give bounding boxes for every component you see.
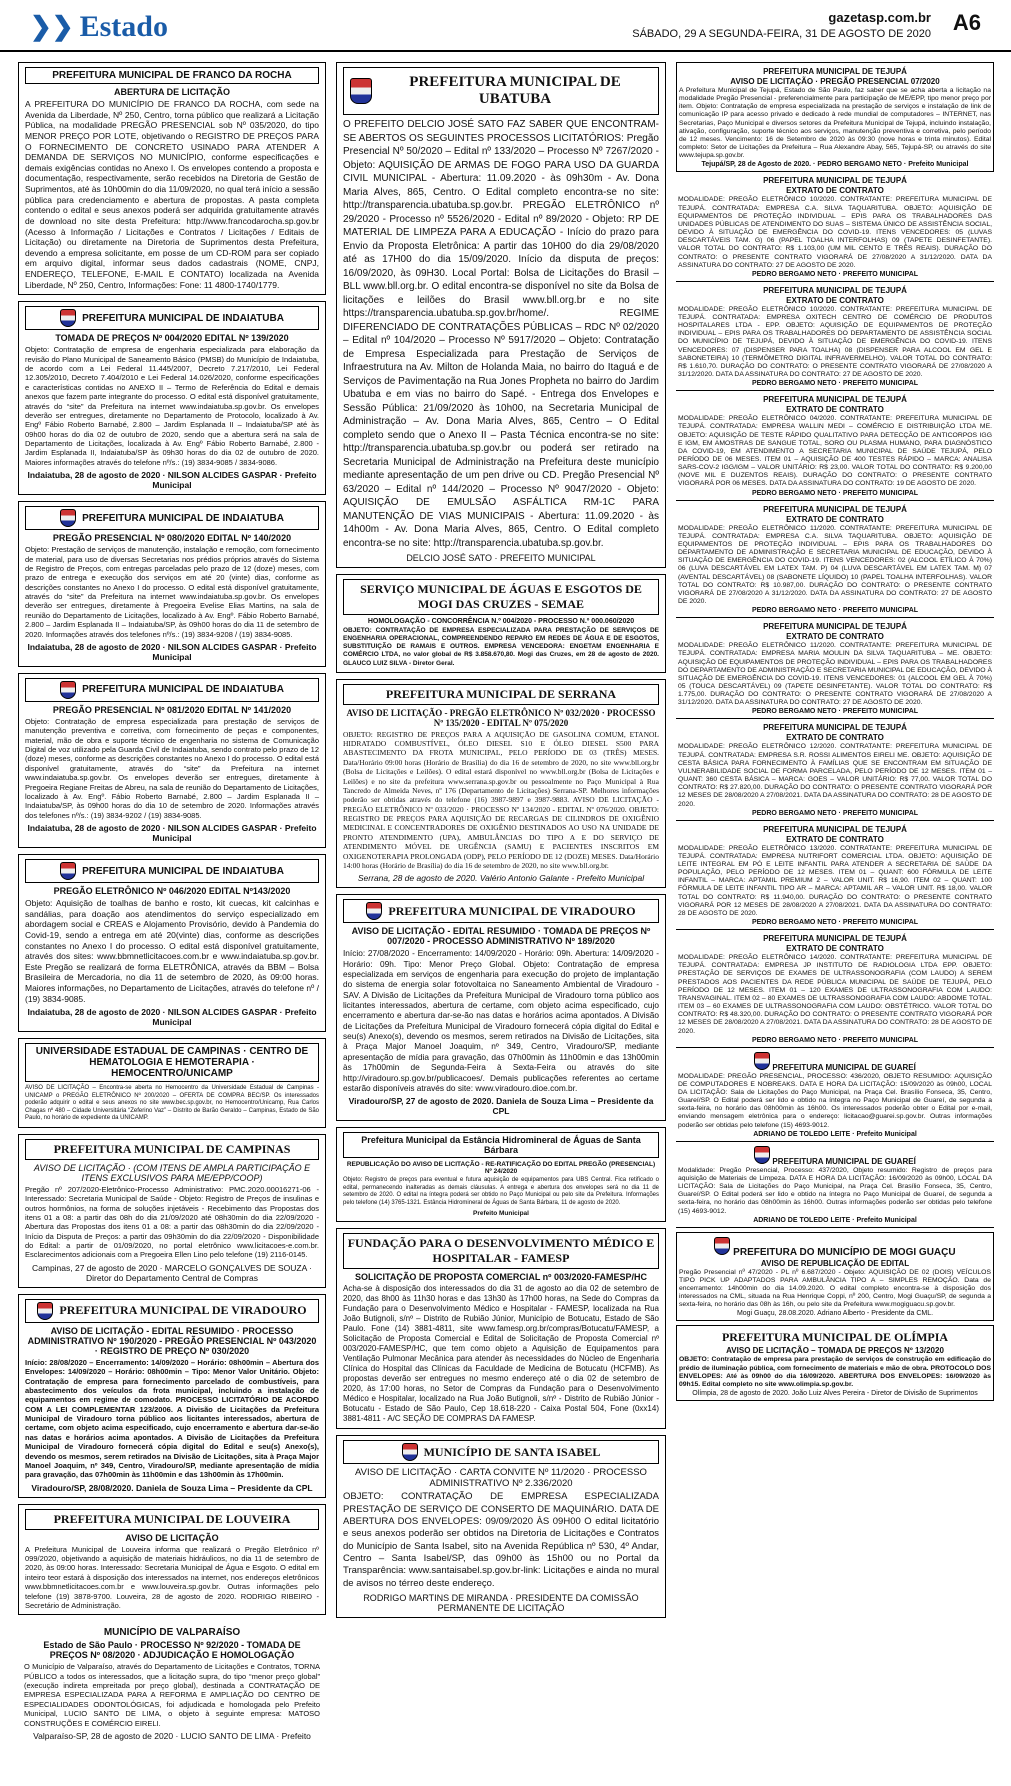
notice-title: PREFEITURA MUNICIPAL DE INDAIATUBA bbox=[82, 512, 284, 524]
notice-subtitle: AVISO DE LICITAÇÃO - EDITAL RESUMIDO · PROCESSO ADMINISTRATIVO Nº 190/2020 - PREGÃO PRESENCIAL Nº 043/2020 · REGISTRO DE PREÇO Nº 030/2020 bbox=[27, 1325, 317, 1356]
notice-title: PREFEITURA MUNICIPAL DE TEJUPÁ bbox=[763, 67, 907, 76]
notice-title: PREFEITURA MUNICIPAL DE TEJUPÁ bbox=[763, 723, 907, 733]
notice-title: PREFEITURA MUNICIPAL DE INDAIATUBA bbox=[82, 312, 284, 324]
notice-title: PREFEITURA MUNICIPAL DE TEJUPÁ bbox=[763, 824, 907, 834]
notice-subtitle: EXTRATO DE CONTRATO bbox=[786, 944, 884, 954]
notice-body: MODALIDADE: PREGÃO ELETRÔNICO 11/2020. CONTRATANTE: PREFEITURA MUNICIPAL DE TEJUPÁ. CONTRATADA: EMPRESA C.A. SILVA TAQUARITUBA. OBJETO: AQUISIÇÃO DE EQUIPAMENTOS DE PROTEÇÃO INDIVIDUAL – EPIS PARA OS TRABALHADORES DO DEPARTAMENTO DE ADMINISTRAÇÃO E SECRETARIA MUNICIPAL DE EDUCAÇÃO, DEVIDO À SITUAÇÃO DE EMERGÊNCIA DO COVID-19. ITENS VENCEDORES: 02 (ALCOOL ETÍLICO À 70%) 06 (LUVA DESCARTÁVEL EM LATEX TAM. P) 04 (LUVA DESCARTÁVEL EM LATEX TAM. M) 07 (AVENTAL DESCARTÁVEL) 08 (SABONETE LÍQUIDO) 10 (PAPEL TOALHA INTERFOLHAS). VALOR TOTAL DO CONTRATO: R$ 10.987,00. DURAÇÃO DO CONTRATO: O PRESENTE CONTRATO VIGORARÁ DE 27/08/2020 A 31/12/2020. DATA DA ASSINATURA DO CONTRATO: 27 DE AGOSTO DE 2020. bbox=[678, 524, 992, 606]
notice-signature: Prefeito Municipal bbox=[473, 1210, 529, 1218]
notice-title: PREFEITURA MUNICIPAL DE TEJUPÁ bbox=[763, 622, 907, 632]
notice-subtitle: ABERTURA DE LICITAÇÃO bbox=[114, 87, 230, 97]
notice-body: Início: 27/08/2020 - Encerramento: 14/09/2020 - Horário: 09h. Abertura: 14/09/2020 - Horário: 09h. Tipo: Menor Preço Global. Objeto: Contratação de empresa especializada em serviços de engenharia para execução do projeto de implantação do sistema de energia solar fotovoltaica no Saneamento Ambiental de Viradouro - SAV. A Divisão de Licitações da Prefeitura Municipal de Viradouro torna público aos licitantes interessados, abertura de certame, com objeto acima especificado, cujo encerramento e abertura dar-se-ão nas datas e horários acima apontados. A Divisão de Licitações da Prefeitura Municipal de Viradouro fornecerá cópia digital do Edital e seu(s) Anexo(s), devendo os mesmos, serem retirados na Divisão de Licitações, sita à Praça Major Manoel Joaquim, nº 349, Centro, Viradouro/SP, mediante apresentação de mídia para gravação, das 07h00min às 11h00min e das 13h00min às 17h00min de Segunda-Feira à Sexta-Feira ou através do site http://viradouro.sp.gov.br/publicacoes/. Demais publicações referentes ao certame estarão disponíveis através do site: www.viradouro.dioe.com.br. bbox=[343, 948, 659, 1093]
notice-subtitle: AVISO DE REPUBLICAÇÃO DE EDITAL bbox=[760, 1258, 910, 1268]
notice-signature: Indaiatuba, 28 de agosto de 2020 · NILSON ALCIDES GASPAR · Prefeito Municipal bbox=[27, 823, 317, 843]
notice-signature: Indaiatuba, 28 de agosto de 2020 · NILSON ALCIDES GASPAR · Prefeito Municipal bbox=[27, 1007, 317, 1028]
notice-title: PREFEITURA MUNICIPAL DE INDAIATUBA bbox=[82, 865, 284, 877]
notice-header bbox=[678, 1052, 992, 1072]
notice-title: MUNICÍPIO DE VALPARAÍSO bbox=[103, 1627, 241, 1639]
page-number: A6 bbox=[952, 10, 981, 35]
notice-header bbox=[25, 678, 319, 702]
coat-of-arms-icon bbox=[37, 1302, 53, 1320]
notice-header bbox=[25, 1299, 319, 1323]
notice-title: PREFEITURA MUNICIPAL DE TEJUPÁ bbox=[763, 285, 907, 295]
notice-famesp bbox=[336, 1228, 666, 1429]
notice-body: Início: 28/08/2020 – Encerramento: 14/09/2020 – Horário: 08h00min – Abertura dos Envelopes: 14/09/2020 – Horário: 08h00min – Tipo: Menor Valor Unitário. Objeto: Contratação de empresa para fornecimento parcelado de combustíveis, para abastecimento dos veículos da frota municipal, incluindo a instalação de equipamentos em regime de comodato. PROCESSO LICITATÓRIO DE ACORDO COM A LEI COMPLEMENTAR 123/2006. A Divisão de Licitações da Prefeitura Municipal de Viradouro torna público aos licitantes interessados, abertura de certame, com objeto acima especificado, cujo encerramento e abertura dar-se-ão nas datas e horários acima apontados. A Divisão de Licitações da Prefeitura Municipal de Viradouro fornecerá cópia digital do Edital e seu(s) Anexo(s), devendo os mesmos, serem retirados na Divisão de Licitações, sita à Praça Major Manoel Joaquim, nº 349, Centro, Viradouro/SP, mediante apresentação de mídia para gravação, das 07h00min às 11h00min e das 13h00min às 17h00min. bbox=[25, 1357, 319, 1480]
notice-title: Prefeitura Municipal da Estância Hidromineral de Águas de Santa Bárbara bbox=[343, 1132, 659, 1158]
notice-body: Objeto: Prestação de serviços de manutenção, instalação e remoção, com fornecimento de material, para uso de diversas Secretarias nos prédios próprios através do Sistema de Registro de Preços, com entregas parceladas pelo prazo de 12 (doze) meses, com prazo de entrega e execução dos serviços em até 20 (vinte) dias, conforme as descrições constantes no Anexo I do processo. O edital está disponível gratuitamente, através do “site” da Prefeitura na internet www.indaiatuba.sp.gov.br. Os envelopes deverão ser entregues, diretamente à Pregoeira Evelise Elias Martins, na sala de reunião do Departamento de Licitações, localizado à Av. Engº. Fábio Roberto Barnabé, 2.800 – Jardim Esplanada II – Indaiatuba/SP, às 09h00 horas do dia 11 de setembro de 2020. Informações através dos telefones nº/s.: (19) 3834-9208 / (19) 3834-9085. bbox=[25, 545, 319, 639]
notice-subtitle: AVISO DE LICITAÇÃO bbox=[125, 1532, 219, 1543]
notice-body: MODALIDADE: PREGÃO ELETRÔNICO 11/2020. CONTRATANTE: PREFEITURA MUNICIPAL DE TEJUPÁ. CONTRATADA: EMPRESA MARIA MOULIN DA SILVA TAQUARITUBA – ME. OBJETO: AQUISIÇÃO DE EQUIPAMENTOS DE PROTEÇÃO INDIVIDUAL – EPIS PARA OS TRABALHADORES DO DEPARTAMENTO DE ADMINISTRAÇÃO E SECRETARIA MUNICIPAL DE EDUCAÇÃO, DEVIDO À SITUAÇÃO DE EMERGÊNCIA DO COVID-19. ITENS VENCEDORES: 01 (ALCOOL EM GEL À 70%) 05 (TOUCA DESCARTÁVEL) 09 (TAPETE DESINFETANTE). VALOR TOTAL DO CONTRATO: R$ 1.775,00. DURAÇÃO DO CONTRATO: O PRESENTE CONTRATO VIGORARÁ DE 27/08/2020 A 31/12/2020. DATA DA ASSINATURA DO CONTRATO: 27 DE AGOSTO DE 2020. bbox=[678, 642, 992, 707]
chevron-logo-icon: ❯❯ bbox=[30, 12, 74, 41]
contract-extract bbox=[676, 719, 994, 820]
notice-aguas-santa-barbara bbox=[336, 1127, 666, 1222]
notice-body: MODALIDADE: PREGÃO PRESENCIAL, PROCESSO: 436/2020, OBJETO RESUMIDO: AQUISIÇÃO DE COMPUTADORES E NOBREAKS. DATA E HORA DA LICITAÇÃO: 15/09/2020 às 09h00, LOCAL DA LICITAÇÃO: Sala de Licitações do Paço Municipal, na Praça Cel. Brasílio Fonseca, 35, Centro, Guareí/SP. O Edital poderá ser lido e obtido na íntegra no Paço Municipal de Guareí, de segunda a sexta-feira, no horário das 08h00min às 16h00. Os interessados poderão obter o Edital por e-mail, enviando mensagem eletrônica para o endereço: licitacao@guarei.sp.gov.br. Outras informações poderão ser obtidas pelo telefone (15) 4693-9012. bbox=[678, 1072, 992, 1129]
coat-of-arms-icon bbox=[402, 1443, 418, 1461]
notice-ubatuba bbox=[336, 62, 666, 568]
notice-subtitle: TOMADA DE PREÇOS Nº 004/2020 EDITAL Nº 139/2020 bbox=[55, 333, 289, 344]
notice-subtitle: Estado de São Paulo · PROCESSO Nº 92/2020 - TOMADA DE PREÇOS Nº 08/2020 · ADJUDICAÇÃO E HOMOLOGAÇÃO bbox=[43, 1640, 301, 1661]
contract-extract bbox=[676, 821, 994, 930]
notice-title: PREFEITURA MUNICIPAL DE VIRADOURO bbox=[388, 903, 636, 918]
notice-title: PREFEITURA MUNICIPAL DE SERRANA bbox=[343, 684, 659, 705]
notice-signature: Valparaíso-SP, 28 de agosto de 2020 · LUCIO SANTO DE LIMA · Prefeito bbox=[33, 1730, 311, 1741]
notice-title: PREFEITURA MUNICIPAL DE VIRADOURO bbox=[59, 1303, 307, 1318]
notice-title: PREFEITURA MUNICIPAL DE TEJUPÁ bbox=[763, 504, 907, 514]
notice-title: PREFEITURA MUNICIPAL DE TEJUPÁ bbox=[763, 934, 907, 944]
contract-extract bbox=[676, 930, 994, 1048]
notice-title: PREFEITURA MUNICIPAL DE INDAIATUBA bbox=[82, 684, 284, 696]
notice-semae bbox=[336, 574, 666, 673]
dateline: SÁBADO, 29 A SEGUNDA-FEIRA, 31 DE AGOSTO DE 2020 bbox=[632, 28, 931, 40]
notice-title: PREFEITURA MUNICIPAL DE CAMPINAS bbox=[25, 1139, 319, 1160]
notice-body: Objeto: Registro de preços para eventual e futura aquisição de equipamentos para UBS Central. Fica retificado o edital, permanecendo inalteradas as demais cláusulas. A entrega e abertura dos envelopes será no dia 11 de setembro de 2020. O edital na íntegra poderá ser obtido no Paço Municipal ou pelo site da Prefeitura. Informações pelo telefone (14) 3765-1321. Estância Hidromineral de Águas de Santa Bárbara, 11 de agosto de 2020. bbox=[343, 1177, 659, 1206]
notice-tejupa-licitacao bbox=[676, 62, 994, 172]
coat-of-arms-icon bbox=[714, 1237, 730, 1255]
notice-signature: Viradouro/SP, 28/08/2020. Daniela de Souza Lima – Presidente da CPL bbox=[31, 1482, 313, 1493]
notice-indaiatuba-1 bbox=[18, 301, 326, 495]
notice-santa-isabel bbox=[336, 1435, 666, 1618]
notice-subtitle: EXTRATO DE CONTRATO bbox=[786, 632, 884, 642]
notice-louveira bbox=[18, 1504, 326, 1616]
notice-subtitle: REPUBLICAÇÃO DO AVISO DE LICITAÇÃO - RE-RATIFICAÇÃO DO EDITAL PREGÃO (PRESENCIAL) Nº 24/2020 bbox=[346, 1161, 656, 1176]
notice-signature: PEDRO BERGAMO NETO · PREFEITO MUNICIPAL bbox=[751, 919, 919, 927]
notice-subtitle: AVISO DE LICITAÇÃO - PREGÃO ELETRÔNICO Nº 032/2020 · PROCESSO Nº 135/2020 - EDITAL Nº 075/2020 bbox=[346, 707, 656, 728]
notice-guarei-2 bbox=[676, 1142, 994, 1228]
notice-body: MODALIDADE: PREGÃO ELETRÔNICO 14/2020. CONTRATANTE: PREFEITURA MUNICIPAL DE TEJUPÁ. CONTRATADA: EMPRESA JP INSTITUTO DE RADIOLOGIA LTDA EPP. OBJETO: PRESTAÇÃO DE SERVIÇOS DE EXAMES DE ULTRASSONOGRAFIA (COM LAUDO) A SEREM PRESTADOS AOS PACIENTES DA REDE PÚBLICA MUNICIPAL DE SAÚDE DE TEJUPÁ, PELO PERÍODO DE 12 MESES. ITEM 01 – 120 EXAMES DE ULTRASSONOGRAFIA COM LAUDO: TRANSVAGINAL. ITEM 02 – 80 EXAMES DE ULTRASSONOGRAFIA COM LAUDO: ABDOME TOTAL. ITEM 03 – 60 EXAMES DE ULTRASSONOGRAFIA COM LAUDO: OBSTÉTRICO. VALOR TOTAL DO CONTRATO: R$ 48.320,00. DURAÇÃO DO CONTRATO: O PRESENTE CONTRATO VIGORARÁ POR 12 MESES DE 28/08/2020 A 27/08/2021. DATA DA ASSINATURA DO CONTRATO: 28 DE AGOSTO DE 2020. bbox=[678, 954, 992, 1035]
notice-body: MODALIDADE: PREGÃO ELETRÔNICO 13/2020. CONTRATANTE: PREFEITURA MUNICIPAL DE TEJUPÁ. CONTRATADA: EMPRESA NUTRIFORT COMERCIAL LTDA. OBJETO: AQUISIÇÃO DE LEITE INTEGRAL EM PÓ E LEITE INFANTIL PARA ATENDER A SECRETARIA DE SAÚDE DA POPULAÇÃO, PELO PERÍODO DE 12 MESES. ITEM 01 – QUANT: 600 FÓRMULA DE LEITE INFANTIL – MARCA: APTAMIL PREMIUM 2 – VALOR UNIT. R$ 16,90. ITEM 02 – QUANT: 100 FÓRMULA DE LEITE INFANTIL TIPO AR – MARCA: APTAMIL AR – VALOR UNIT. R$ 18,00. VALOR TOTAL DO CONTRATO: R$ 11.940,00. DURAÇÃO DO CONTRATO: O PRESENTE CONTRATO VIGORARÁ POR 12 MESES DE 28/08/2020 A 27/08/2021. DATA DA ASSINATURA DO CONTRATO: 28 DE AGOSTO DE 2020. bbox=[678, 844, 992, 917]
notice-signature: PEDRO BERGAMO NETO · PREFEITO MUNICIPAL bbox=[751, 809, 919, 817]
notice-title: UNIVERSIDADE ESTADUAL DE CAMPINAS · CENTRO DE HEMATOLOGIA E HEMOTERAPIA · HEMOCENTRO/UNICAMP bbox=[25, 1043, 319, 1082]
notice-subtitle: PREGÃO PRESENCIAL Nº 080/2020 EDITAL Nº 140/2020 bbox=[52, 533, 292, 544]
coat-of-arms-icon bbox=[754, 1146, 770, 1164]
notice-body: MODALIDADE: PREGÃO ELETRÔNICO 10/2020. CONTRATANTE: PREFEITURA MUNICIPAL DE TEJUPÁ. CONTRATADA: EMPRESA OXITECH CENTRO DE COMÉRCIO DE PRODUTOS HOSPITALARES LTDA - EPP. OBJETO: AQUISIÇÃO DE EQUIPAMENTOS DE PROTEÇÃO INDIVIDUAL – EPIS PARA OS TRABALHADORES DO DEPARTAMENTO DE ASSISTÊNCIA SOCIAL DO MUNICÍPIO DE TEJUPÁ, DEVIDO À SITUAÇÃO DE EMERGÊNCIA DO COVID-19. ITENS VENCEDORES: 07 (DISPENSER PARA TOALHA) 08 (DISPENSER PARA ALCOOL EM GEL E SABONETEIRA) 10 (TERMÔMETRO DIGITAL INFRAVERMELHO). VALOR TOTAL DO CONTRATO: R$ 1.610,70. DURAÇÃO DO CONTRATO: O PRESENTE CONTRATO VIGORARÁ DE 27/08/2020 A 31/12/2020. DATA DA ASSINATURA DO CONTRATO: 27 DE AGOSTO DE 2020. bbox=[678, 305, 992, 379]
notice-body: MODALIDADE: PREGÃO ELETRÔNICO 12/2020. CONTRATANTE: PREFEITURA MUNICIPAL DE TEJUPÁ. CONTRATADA: EMPRESA S.R. ROSSI ALIMENTOS EIRELI ME. OBJETO: AQUISIÇÃO DE CESTA BÁSICA PARA FORNECIMENTO À FAMÍLIAS QUE SE ENCONTRAM EM SITUAÇÃO DE VULNERABILIDADE SOCIAL DE FORMA PARCELADA, PELO PERÍODO DE 12 MESES. ITEM 01 – QUANT: 360 CESTA BÁSICA – MARCA: GOES – VALOR UNITÁRIO: R$ 77,00. VALOR TOTAL DO CONTRATO: R$ 27.820,00. DURAÇÃO DO CONTRATO: O PRESENTE CONTRATO VIGORARÁ POR 12 MESES DE 28/08/2020 A 27/08/2021. DATA DA ASSINATURA DO CONTRATO: 28 DE AGOSTO DE 2020. bbox=[678, 743, 992, 808]
notice-body: Objeto: Contratação de empresa de engenharia especializada para elaboração da revisão do Plano Municipal de Saneamento Básico (PMSB) do Município de Indaiatuba, de acordo com a Lei Federal 11.445/2007, Decreto 7.217/2010, Lei Federal 12.305/2010, Decreto 7.404/2010 e Lei Federal 14.026/2020, conforme especificações e características contidas no ANEXO II – Termo de Referência do Edital e demais anexos que fazem parte integrante do processo. O edital está disponível gratuitamente, através do “site” da Prefeitura na internet www.indaiatuba.sp.gov.br. Os envelopes deverão ser entregues, diretamente no Departamento de Protocolo, localizado à Av. Engº Fábio Roberto Barnabé, 2.800 – Jardim Esplanada II – Indaiatuba/SP até às 09h00 horas do dia 02 de outubro de 2020, sendo que a abertura será na sala de Departamento de Licitações, localizada à Av. Engº Fábio Roberto Barnabé, 2.800 - Jardim Esplanada II, Indaiatuba/SP às 09h30 horas do dia 02 de outubro de 2020. Maiores informações através do telefone nº/s.: (19) 3834-9085 / 3834-9086. bbox=[25, 345, 319, 467]
notice-signature: Olímpia, 28 de agosto de 2020. João Luiz Alves Pereira - Diretor de Divisão de Suprimentos bbox=[692, 1390, 978, 1398]
notice-signature: Mogi Guaçu, 28.08.2020. Adriano Alberto - Presidente da CML. bbox=[736, 1310, 934, 1318]
notice-title: MUNICÍPIO DE SANTA ISABEL bbox=[423, 1444, 601, 1459]
notice-header bbox=[678, 1146, 992, 1166]
notice-indaiatuba-2 bbox=[18, 501, 326, 667]
notice-subtitle: EXTRATO DE CONTRATO bbox=[786, 186, 884, 196]
contract-extract bbox=[676, 501, 994, 619]
notice-body: A PREFEITURA DO MUNICÍPIO DE FRANCO DA ROCHA, com sede na Avenida da Liberdade, Nº 250, Centro, torna público que realizará a Licitação Pública, na modalidade PREGÃO PRESENCIAL sob Nº 035/2020, do tipo MENOR PREÇO POR LOTE, objetivando o REGISTRO DE PREÇOS PARA O FORNECIMENTO DE CONCRETO USINADO PARA ATENDER A DEMANDA DE SERVIÇOS NO MUNICÍPIO, conforme especificações e demais exigências contidas no Anexo I. Os envelopes contendo a proposta e documentação, respectivamente, serão recebidos na Diretoria de Gestão de Suprimentos, até às 10h00min do dia 11/09/2020, no qual terá início a sessão pública para credenciamento e abertura de propostas. A pasta completa contendo o edital e seus anexos poderá ser adquirida gratuitamente através de download no site desta Prefeitura: http://www.francodarocha.sp.gov.br (Acesso à Informação / Licitações e Contratos / Licitações / Editais de Licitação) ou diretamente na Diretoria de Suprimentos desta Prefeitura, devendo a empresa solicitante, em posse de um CD-ROM para ser copiado em arquivo digital, informar seus dados cadastrais (NOME, CNPJ, ENDEREÇO, TELEFONE, E-MAIL E CONTATO) localizada na Avenida Liberdade, Nº 250, Centro, Informações: Fone: 11 4800-1740/1779. bbox=[25, 99, 319, 290]
coat-of-arms-icon bbox=[60, 509, 76, 527]
notice-subtitle: HOMOLOGAÇÃO - CONCORRÊNCIA N.º 004/2020 - PROCESSO N.º 000.060/2020 bbox=[367, 618, 635, 625]
notice-header bbox=[343, 899, 659, 923]
notice-unicamp bbox=[18, 1038, 326, 1128]
notice-body: OBJETO: CONTRATAÇÃO DE EMPRESA ESPECIALIZADA PRESTAÇÃO DE SERVIÇO DE CONSERTO DE MAQUINÁRIO. DATA DE ABERTURA DOS ENVELOPES: 09/09/2020 ÀS 09H00 O edital licitatório e seus anexos poderão ser obtidos na Diretoria de Licitações e Contratos do Município de Santa Isabel, sito na Avenida República nº 530, 4º Andar, Centro – Santa Isabel/SP, das 09h00 às 15h00 ou no Portal da Transparência: www.santaisabel.sp.gov.br-link: Licitações e ainda no mural de avisos no térreo deste endereço. bbox=[343, 1491, 659, 1589]
notice-body: Pregão nº 207/2020-Eletrônico-Processo Administrativo: PMC.2020.00016271-06 - Interessado: Secretaria Municipal de Saúde - Objeto: Registro de Preços de insulinas e outros hormônios, na forma de soluções injetáveis - Recebimento das Propostas dos itens 01 a 08: a partir das 08h do dia 21/09/2020 até 08h30min do dia 22/09/2020 - Abertura das Propostas dos itens 01 a 08: a partir das 08h30min do dia 22/09/2020 - Início da Disputa de Preços: a partir das 09h30min do dia 22/09/2020 - Disponibilidade do Edital: a partir de 01/09/2020, no portal eletrônico www.licitacoes-e.com.br. Esclarecimentos adicionais com a Pregoeira Ellen Lino pelo telefone (19) 2116-0145. bbox=[25, 1184, 319, 1260]
notice-body: A Prefeitura Municipal de Louveira informa que realizará o Pregão Eletrônico nº 099/2020, objetivando a aquisição de materiais hidráulicos, no dia 11 de setembro de 2020, às 09:00 horas. Interessado: Secretaria Municipal de Água e Esgoto. O edital em inteiro teor estará à disposição dos interessados na internet, nos endereços eletrônicos www.bbmnetlicitacoes.com.br e www.louveira.sp.gov.br. Outras informações pelo telefone (19) 3878-9700. Louveira, 28 de agosto de 2020. RODRIGO RIBEIRO - Secretário de Administração. bbox=[25, 1544, 319, 1610]
contract-extract bbox=[676, 618, 994, 719]
notice-body: Acha-se à disposição dos interessados do dia 31 de agosto ao dia 02 de setembro de 2020, das 8h00 às 11h30 horas e das 13h30 às 17h00 horas, na Sede do Compras da Fundação para o Desenvolvimento Médico e Hospitalar - FAMESP, localizada na Rua João Butignoli, s/nº – Distrito de Rubião Júnior, Município de Botucatu, Estado de São Paulo. Fone (14) 3881-4811, site www.famesp.org.br/compras/Botucatu/FAMESP, a Solicitação de Proposta Comercial e Edital de Solicitação de Proposta Comercial nº 003/2020-FAMESP/HC, que tem como objeto a Aquisição de Equipamentos para Ventilação Pulmonar Mecânica para atender às necessidades do Núcleo de Engenharia Clínica do Hospital das Clínicas da Faculdade de Medicina de Botucatu (HCFMB). As propostas deverão ser entregues no mesmo endereço até o dia 02 de setembro de 2020, às 17:00 horas, no Setor de Compras da Fundação para o Desenvolvimento Médico e Hospitalar, localizado na Rua João Butignoli, s/nº - Distrito de Rubião Júnior - Botucatu - Estado de São Paulo, Cep 18.618-220 - Caixa Postal 504, Fone (0xx14) 3881-4811 - A/C SEÇÃO DE COMPRAS DA FAMESP. bbox=[343, 1284, 659, 1424]
notice-signature: PEDRO BERGAMO NETO · PREFEITO MUNICIPAL bbox=[751, 708, 919, 716]
notice-subtitle: EXTRATO DE CONTRATO bbox=[786, 834, 884, 844]
notice-subtitle: AVISO DE LICITAÇÃO – TOMADA DE PREÇOS Nº 13/2020 bbox=[726, 1346, 944, 1356]
notice-viradouro-1 bbox=[18, 1294, 326, 1498]
coat-of-arms-icon bbox=[60, 862, 76, 880]
column-1 bbox=[18, 62, 326, 1766]
notice-signature: Viradouro/SP, 27 de agosto de 2020. Daniela de Souza Lima – Presidente da CPL bbox=[348, 1096, 654, 1117]
notice-subtitle: AVISO DE LICITAÇÃO · (COM ITENS DE AMPLA PARTICIPAÇÃO E ITENS EXCLUSIVOS PARA ME/EPP/COOP) bbox=[33, 1162, 311, 1183]
notice-subtitle: PREGÃO PRESENCIAL Nº 081/2020 EDITAL Nº 141/2020 bbox=[52, 704, 292, 715]
notice-subtitle: PREGÃO ELETRÔNICO Nº 046/2020 EDITAL Nº143/2020 bbox=[53, 886, 291, 896]
notice-signature: PEDRO BERGAMO NETO · PREFEITO MUNICIPAL bbox=[751, 1036, 919, 1044]
notice-body: O Município de Valparaíso, através do Departamento de Licitações e Contratos, TORNA PÚBLICO a todos os interessados, que a licitação supra, do tipo “menor preço global” (execução indireta empreitada por preço global), destinada a CONTRATAÇÃO DE EMPRESA ESPECIALIZADA PARA A REFORMA E AMPLIAÇÃO DO CENTRO DE ESPECIALIDADES ODONTOLÓGICAS, foi adjudicada e homologada pelo Prefeito Municipal, LUCIO SANTO DE LIMA, o objeto à seguinte empresa: MATOSO CONSTRUÇÕES E COMÉRCIO EIRELI. bbox=[24, 1662, 320, 1728]
notice-body: O PREFEITO DELCIO JOSÉ SATO FAZ SABER QUE ENCONTRAM-SE ABERTOS OS SEGUINTES PROCESSOS LICITATÓRIOS: Pregão Presencial Nº 50/2020 – Edital nº 133/2020 – Processo Nº 7267/2020 - Objeto: AQUISIÇÃO DE ARMAS DE FOGO PARA USO DA GUARDA CIVIL MUNICIPAL - Abertura: 11.09.2020 - às 09h30m - Av. Dona Maria Alves, 865, Centro. O Edital completo encontra-se no site: http://transparencia.ubatuba.sp.gov.br. PREGÃO ELETRÔNICO nº 29/2020 - Processo nº 5526/2020 - Edital nº 89/2020 - Objeto: RP DE MATERIAL DE LIMPEZA PARA A EDUCAÇÃO - Início do prazo para Envio da Proposta Eletrônica: A partir das 10H00 do dia 29/08/2020 até as 17H00 do dia 15/09/2020. Início da disputa de preços: 16/09/2020, às 09H30. Local Portal: Bolsa de Licitações do Brasil – BLL www.bll.org.br. O edital encontra-se disponível no site da Bolsa de licitações e leilões do Brasil www.bll.org.br e no site https://transparencia.ubatuba.sp.gov.br/home/. REGIME DIFERENCIADO DE CONTRATAÇÕES PÚBLICAS – RDC Nº 02/2020 – Edital nº 104/2020 – Processo Nº 5917/2020 – Objeto: Contratação de Empresa Especializada para Prestação de Serviços de Infraestrutura na Av. Milton de Holanda Maia, no bairro do Itaguá e de Serviços de Pavimentação na Rua Jones Propheta no bairro do Jardim Ubatuba e em vias no bairro do Sapé. - Entrega dos Envelopes e Sessão Pública: 21/09/2020 às 10h00, na Secretaria Municipal de Administração – Av. Dona Maria Alves, 865, Centro – O Edital completo sendo que o Anexo II – Pasta Técnica encontra-se no site: http://transparencia.ubatuba.sp.gov.br ou poderá ser retirado na Secretaria Municipal de Administração na Prefeitura deste município mediante apresentação de um pen drive ou CD. Pregão Presencial Nº 63/2020 – Edital nº 144/2020 – Processo Nº 9047/2020 - Objeto: AQUISIÇÃO DE EMULSÃO ASFÁLTICA RM-1C PARA MANUTENÇÃO DE VIAS MUNICIPAIS - Abertura: 11.09.2020 - às 14h00m - Av. Dona Maria Alves, 865, Centro. O Edital completo encontra-se no site: http://transparencia.ubatuba.sp.gov.br. bbox=[343, 119, 659, 549]
notice-body: Modalidade: Pregão Presencial, Processo: 437/2020, Objeto resumido: Registro de preços para aquisição de Materiais de Limpeza. DATA E HORA DA LICITAÇÃO: 16/09/2020 às 09h00, LOCAL DA LICITAÇÃO: Sala de Licitações do Paço Municipal, na Praça Cel. Brasílio Fonseca, 35, Centro, Guareí/SP. O Edital poderá ser lido e obtido na íntegra no Paço Municipal de Guareí, de segunda a sexta-feira, no horário das 08h00min às 16h00. Outras informações poderão ser obtidas pelo telefone (15) 4693-9012. bbox=[678, 1166, 992, 1215]
coat-of-arms-icon bbox=[350, 78, 372, 104]
notice-title: PREFEITURA MUNICIPAL DE LOUVEIRA bbox=[25, 1509, 319, 1530]
notice-signature: Tejupá/SP, 28 de Agosto de 2020. · PEDRO BERGAMO NETO · Prefeito Municipal bbox=[701, 161, 969, 169]
coat-of-arms-icon bbox=[60, 681, 76, 699]
notice-signature: DELCIO JOSÉ SATO · PREFEITO MUNICIPAL bbox=[406, 553, 596, 563]
notice-campinas bbox=[18, 1134, 326, 1288]
notice-serrana bbox=[336, 679, 666, 889]
notice-body: OBJETO: Contratação de empresa para prestação de serviços de construção em edificação do prédio de iluminação pública, com fornecimento de materiais e mão de obra. PROTOCOLO DOS ENVELOPES: Até às 09h00 do dia 16/09/2020. ABERTURA DOS ENVELOPES: 16/09/2020 às 09h15. Edital completo no site www.olimpia.sp.gov.br. bbox=[679, 1356, 991, 1388]
notice-body: AVISO DE LICITAÇÃO – Encontra-se aberta no Hemocentro da Universidade Estadual de Campinas - UNICAMP o PREGÃO ELETRÔNICO Nº 200/2020 – OFERTA DE COMPRA BEC/SP. Os interessados poderão adquirir o edital e seus anexos no site www.bec.sp.gov.br, no Hemocentro/Unicamp, Rua Carlos Chagas nº 480 – Cidade Universitária “Zeferino Vaz” – Distrito de Barão Geraldo – Campinas, Estado de São Paulo, no horário de expediente da UNICAMP. bbox=[25, 1085, 319, 1122]
logo-text: Estado bbox=[79, 10, 168, 43]
notice-guarei-1 bbox=[676, 1048, 994, 1142]
notice-title: PREFEITURA MUNICIPAL DE UBATUBA bbox=[409, 74, 621, 107]
notice-signature: Serrana, 28 de agosto de 2020. Valério Antonio Galante - Prefeito Municipal bbox=[357, 873, 645, 884]
notice-title: PREFEITURA MUNICIPAL DE OLÍMPIA bbox=[721, 1330, 949, 1345]
column-2 bbox=[336, 62, 666, 1766]
notice-subtitle: AVISO DE LICITAÇÃO · PREGÃO PRESENCIAL 07/2020 bbox=[730, 77, 940, 86]
notice-header bbox=[343, 1440, 659, 1464]
notice-subtitle: AVISO DE LICITAÇÃO - EDITAL RESUMIDO · TOMADA DE PREÇOS Nº 007/2020 - PROCESSO ADMINISTRATIVO Nº 189/2020 bbox=[351, 926, 651, 947]
notice-viradouro-2 bbox=[336, 894, 666, 1121]
notice-title: PREFEITURA MUNICIPAL DE FRANCO DA ROCHA bbox=[25, 67, 319, 84]
notice-body: OBJETO: CONTRATAÇÃO DE EMPRESA ESPECIALIZADA PARA PRESTAÇÃO DE SERVIÇOS DE ENGENHARIA OPERACIONAL, COMPREENDENDO REPARO EM REDES DE ÁGUA E DE ESGOTOS, SUBSTITUIÇÃO DE RAMAIS E OUTROS. EMPRESA VENCEDORA: ENGETAM ENGENHARIA E COMÉRCIO LTDA, no valor global de R$ 3.858.670,80. Mogi das Cruzes, em 28 de agosto de 2020. GLAUCO LUIZ SILVA - Diretor Geral. bbox=[343, 627, 659, 667]
notice-signature: Indaiatuba, 28 de agosto de 2020 · NILSON ALCIDES GASPAR · Prefeito Municipal bbox=[27, 470, 317, 491]
coat-of-arms-icon bbox=[60, 309, 76, 327]
notice-signature: PEDRO BERGAMO NETO · PREFEITO MUNICIPAL bbox=[751, 607, 919, 615]
notice-title: PREFEITURA MUNICIPAL DE TEJUPÁ bbox=[763, 395, 907, 405]
notice-header bbox=[25, 306, 319, 330]
notice-body: Pregão Presencial nº 47/2020 - PL nº 6.687/2020 - Objeto: AQUISIÇÃO DE 02 (DOIS) VEÍCULOS TIPO PICK UP ADAPTADOS PARA AMBULÂNCIA TIPO A – SIMPLES REMOÇÃO. Data de encerramento: 14h00min do dia 14.09.2020. O edital completo encontra-se à disposição dos interessados na CML, situada na Rua Henrique Coppi, nº 200, Centro, Mogi Guaçu/SP, de segunda a sexta-feira, no horário das 08h às 16h, ou pelo site da Prefeitura www.mogiguacu.sp.gov.br. bbox=[679, 1268, 991, 1309]
notice-body: MODALIDADE: PREGÃO ELETRÔNICO 10/2020. CONTRATANTE: PREFEITURA MUNICIPAL DE TEJUPÁ. CONTRATADA: EMPRESA C.A. SILVA TAQUARITUBA. OBJETO: AQUISIÇÃO DE EQUIPAMENTOS DE PROTEÇÃO INDIVIDUAL – EPIS PARA OS TRABALHADORES DAS UNIDADES PÚBLICAS DE ATENDIMENTO DO SUAS – SISTEMA ÚNICO DE ASSISTÊNCIA SOCIAL, DEVIDO À SITUAÇÃO DE EMERGÊNCIA DO COVID-19. ITENS VENCEDORES: 05 (LUVAS DESCARTÁVEIS TAM. G) 06 (PAPEL TOALHA INTERFOLHAS) 09 (TAPETE DESINFETANTE). VALOR TOTAL DO CONTRATO: R$ 1.103,00 (UM MIL CENTO E TRÊS REAIS). DURAÇÃO DO CONTRATO: O PRESENTE CONTRATO VIGORARÁ DE 27/08/2020 A 31/12/2020. DATA DA ASSINATURA DO CONTRATO: 27 DE AGOSTO DE 2020. bbox=[678, 196, 992, 269]
notice-body: A Prefeitura Municipal de Tejupá, Estado de São Paulo, faz saber que se acha aberta a licitação na modalidade Pregão Presencial - preferencialmente para participação de ME/EPP, tipo menor preço por item. Objeto: Contratação de empresa especializada na prestação de serviços e instalação de link de comunicação IP para acesso privado e dedicado à rede mundial de computadores – INTERNET, nas Secretarias, Paço Municipal e diversos setores da Prefeitura Municipal de Tejupá, incluindo instalação, ativação, configuração, suporte técnico aos serviços, manutenção preventiva e corretiva, pelo período de 12 meses. Vencimento: 16 de Setembro de 2020 às 09:30 (nove horas e trinta minutos). Edital completo: Setor de Licitações da Prefeitura – Rua Alexandre Abay, 565, Tejupá-SP, ou através do site www.tejupa.sp.gov.br. bbox=[679, 87, 991, 160]
notice-franco-da-rocha bbox=[18, 62, 326, 295]
contract-extract bbox=[676, 282, 994, 391]
notice-title: PREFEITURA MUNICIPAL DE GUAREÍ bbox=[772, 1156, 916, 1166]
notice-title: PREFEITURA MUNICIPAL DE GUAREÍ bbox=[772, 1062, 916, 1072]
notice-title: PREFEITURA DO MUNICÍPIO DE MOGI GUAÇU bbox=[733, 1246, 956, 1258]
notice-title: FUNDAÇÃO PARA O DESENVOLVIMENTO MÉDICO E HOSPITALAR - FAMESP bbox=[343, 1233, 659, 1269]
notice-header bbox=[343, 67, 659, 115]
site-url[interactable]: gazetasp.com.br bbox=[828, 10, 931, 25]
notice-subtitle: EXTRATO DE CONTRATO bbox=[786, 295, 884, 305]
notice-subtitle: EXTRATO DE CONTRATO bbox=[786, 405, 884, 415]
notice-title: PREFEITURA MUNICIPAL DE TEJUPÁ bbox=[763, 176, 907, 186]
notice-mogi-guacu bbox=[676, 1232, 994, 1322]
notice-subtitle: SOLICITAÇÃO DE PROPOSTA COMERCIAL nº 003/2020-FAMESP/HC bbox=[355, 1272, 647, 1283]
notice-indaiatuba-3 bbox=[18, 673, 326, 848]
contract-extract bbox=[676, 172, 994, 281]
coat-of-arms-icon bbox=[366, 902, 382, 920]
masthead bbox=[0, 0, 1011, 52]
notice-title: SERVIÇO MUNICIPAL DE ÁGUAS E ESGOTOS DE MOGI DAS CRUZES - SEMAE bbox=[343, 579, 659, 615]
notice-signature: RODRIGO MARTINS DE MIRANDA · PRESIDENTE DA COMISSÃO PERMANENTE DE LICITAÇÃO bbox=[363, 1593, 639, 1614]
notice-indaiatuba-4 bbox=[18, 854, 326, 1032]
notice-body: Objeto: Contratação de empresa especializada para prestação de serviços de manutenção preventiva e corretiva, com fornecimento de peças e componentes, material, mão de obra e suporte técnico de engenharia no sistema de Comunicação Digital de voz utilizado pela Guarda Civil de Indaiatuba, sendo contrato pelo prazo de 12 (doze) meses, conforme as descrições constantes no Anexo I do processo. O edital está disponível gratuitamente, através do “site” da Prefeitura na internet www.indaiatuba.sp.gov.br. Os envelopes deverão ser entregues, diretamente à Pregoeira Regiane Freitas de Abreu, na sala de reunião do Departamento de Licitações, localizado à Av. Engº. Fábio Roberto Barnabé, 2.800 – Jardim Esplanada II – Indaiatuba/SP, às 09h00 horas do dia 10 de setembro de 2020. Informações através dos telefones nº/s.: (19) 3834-9202 / (19) 3834-9085. bbox=[25, 716, 319, 820]
notice-body: Objeto: Aquisição de toalhas de banho e rosto, kit cuecas, kit calcinhas e sandálias, para doação aos atendimentos do serviço especializado em abordagem social e CREAS e Alojamento Provisório, devido à Pandemia do Covid-19, sendo a entrega em até 20(vinte) dias, conforme as descrições constantes no Anexo I do processo. O edital está disponível gratuitamente, através dos sites: www.bbmnetlicitacoes.com.br e www.indaiatuba.sp.gov.br. Este Pregão se realizará de forma ELETRÔNICA, através da BBM – Bolsa Brasileira de Mercadoria, no dia 11 de setembro de 2020, às 09:00 horas. Maiores informações, no Departamento de Licitações, através do telefone nº / (19) 3834-9085. bbox=[25, 898, 319, 1004]
coat-of-arms-icon bbox=[754, 1052, 770, 1070]
notice-subtitle: EXTRATO DE CONTRATO bbox=[786, 733, 884, 743]
notice-body: MODALIDADE: PREGÃO ELETRÔNICO 04/2020. CONTRATANTE: PREFEITURA MUNICIPAL DE TEJUPÁ. CONTRATADA: EMPRESA WALLIN MEDI – COMÉRCIO E DISTRIBUIÇÃO LTDA ME. OBJETO: AQUISIÇÃO DE TESTE RÁPIDO QUALITATIVO PARA DETECÇÃO DE ANTICORPOS IGG E IGM, EM AMOSTRAS DE SANGUE TOTAL, SORO OU PLASMA HUMANO, PARA DIAGNÓSTICO DA COVID-19, EM ATENDIMENTO A SECRETARIA MUNICIPAL DE SAÚDE TEJUPÁ, PELO PERÍODO DE 06 MESES. ITEM 01 – AQUISIÇÃO DE 400 TESTES RÁPIDO – MARCA: ANALISA SARS-COV-2 IGG/IGM – VALOR UNITÁRIO: R$ 23,00. VALOR TOTAL DO CONTRATO: R$ 9.200,00 (NOVE MIL E DUZENTOS REAIS). DURAÇÃO DO CONTRATO: O PRESENTE CONTRATO VIGORARÁ POR 06 MESES. DATA DA ASSINATURA DO CONTRATO: 19 DE AGOSTO DE 2020. bbox=[678, 415, 992, 488]
notice-signature: PEDRO BERGAMO NETO · PREFEITO MUNICIPAL bbox=[751, 489, 919, 497]
notice-olimpia bbox=[676, 1325, 994, 1401]
notice-header bbox=[679, 1237, 991, 1258]
notice-signature: Indaiatuba, 28 de agosto de 2020 · NILSON ALCIDES GASPAR · Prefeito Municipal bbox=[27, 641, 317, 662]
notice-subtitle: AVISO DE LICITAÇÃO · CARTA CONVITE Nº 11/2020 · PROCESSO ADMINISTRATIVO Nº 2.336/2020 bbox=[355, 1467, 647, 1490]
notice-subtitle: EXTRATO DE CONTRATO bbox=[786, 514, 884, 524]
notice-body: OBJETO: REGISTRO DE PREÇOS PARA A AQUISIÇÃO DE GASOLINA COMUM, ETANOL HIDRATADO COMBUSTÍVEL, ÓLEO DIESEL S10 E ÓLEO DIESEL S500 PARA ABASTECIMENTO DA FROTA MUNICIPAL, PELO PERÍODO DE 03 (TRÊS) MESES. Data/Horário 09:00 horas (Horário de Brasília) do dia 16 de setembro de 2020, no site www.bll.org.br (Bolsa de Licitações e Leilões). O edital estará disponível no www.bll.org.br (Bolsa de Licitações e Leilões) e no site da prefeitura www.serrana.sp.gov.br ou pessoalmente no Paço Municipal à Rua Tancredo de Almeida Neves, nº 176 (Departamento de Licitações) Serrana-SP. Melhores informações poderão ser obtidas através do telefone (16) 3987-9897 e 3987-9883. AVISO DE LICITAÇÃO - PREGÃO ELETRÔNICO Nº 033/2020 · PROCESSO Nº 134/2020 - EDITAL Nº 076/2020. OBJETO: REGISTRO DE PREÇOS PARA AQUISIÇÃO DE RECARGAS DE CILINDROS DE OXIGÊNIO MEDICINAL E CONCENTRADORES DE OXIGÊNIO DESTINADOS AO USO NA UNIDADE DE PRONTO ATENDIMENTO (UPA), AMBULÂNCIAS DO TIPO A E DO SERVIÇO DE ATENDIMENTO MÓVEL DE URGÊNCIA (SAMU) E PACIENTES INSCRITOS EM OXIGENOTERAPIA PROLONGADA (ODP), PELO PERÍODO DE 12 (DOZE) MESES. Data/Horário 14:00 horas (Horário de Brasília) do dia 16 de setembro de 2020, no site www.bll.org.br. bbox=[343, 729, 659, 870]
notice-header bbox=[25, 506, 319, 530]
notice-valparaiso bbox=[18, 1621, 326, 1745]
notice-header bbox=[25, 859, 319, 883]
notice-signature: ADRIANO DE TOLEDO LEITE · Prefeito Municipal bbox=[753, 1216, 917, 1224]
column-3 bbox=[676, 62, 994, 1766]
notice-signature: PEDRO BERGAMO NETO · PREFEITO MUNICIPAL bbox=[751, 270, 919, 278]
notice-signature: Campinas, 27 de agosto de 2020 · MARCELO GONÇALVES DE SOUZA · Diretor do Departamento Central de Compras bbox=[32, 1262, 312, 1283]
newspaper-logo[interactable] bbox=[30, 10, 168, 44]
notice-signature: ADRIANO DE TOLEDO LEITE · Prefeito Municipal bbox=[753, 1130, 917, 1138]
notice-signature: PEDRO BERGAMO NETO · PREFEITO MUNICIPAL bbox=[751, 380, 919, 388]
contract-extract bbox=[676, 391, 994, 500]
